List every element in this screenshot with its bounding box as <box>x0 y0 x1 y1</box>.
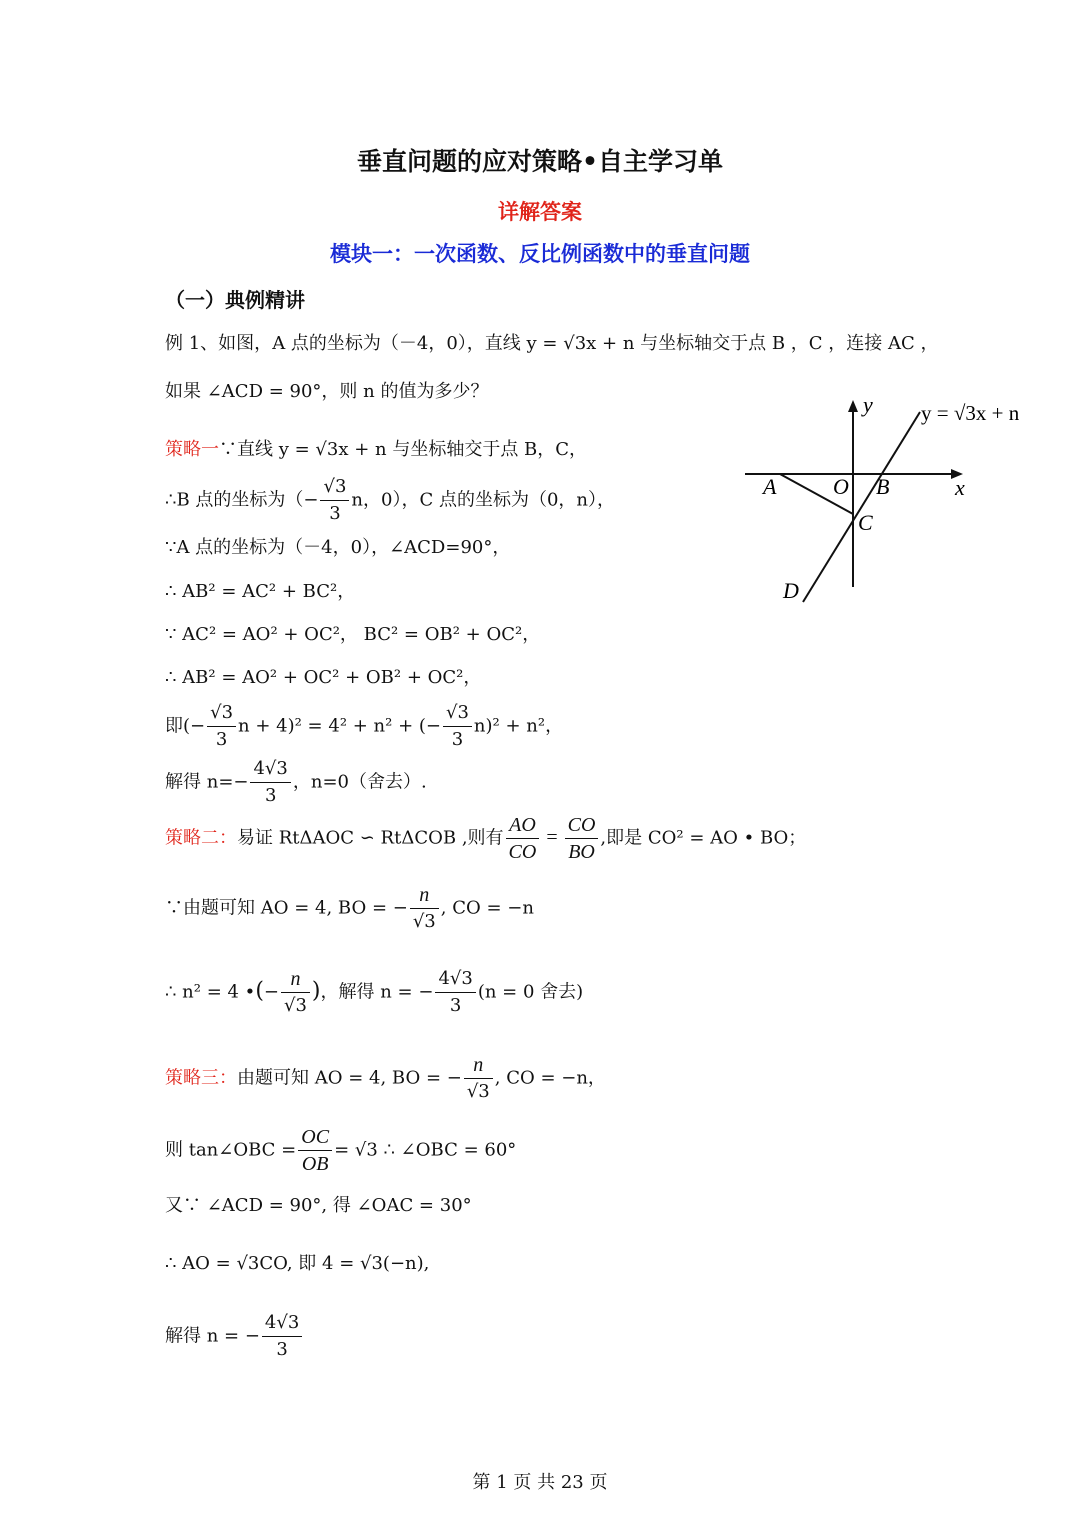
strategy3-label: 策略三： <box>165 1067 237 1089</box>
s1-l7b: n + 4)² = 4² + n² + (− <box>238 715 441 737</box>
fraction-co-over-bo: $\frac{CO}{BO}$ <box>565 812 599 865</box>
s3-l2b: = √3 ∴ ∠OBC = 60° <box>334 1139 517 1161</box>
strategy1-line-1 <box>165 438 587 462</box>
s2-l2b: , CO = −n <box>440 897 534 919</box>
fraction-4sqrt3-over-3: $\frac{4√3}{3}$ <box>262 1310 302 1363</box>
strategy1-label: 策略一 <box>165 439 219 460</box>
strategy1-line-8 <box>165 756 427 809</box>
s3-l2a: 则 tan∠OBC = <box>165 1139 297 1161</box>
strategy3-line-1 <box>165 1052 606 1105</box>
fraction-n-over-sqrt3: $\frac{n}{√3}$ <box>464 1052 493 1105</box>
example-line-1 <box>165 332 939 356</box>
s2-l3b: ，解得 n = − <box>320 981 434 1003</box>
strategy3-line-4: ∴ AO = √3CO, 即 4 = √3(−n), <box>165 1253 430 1274</box>
strategy1-line-5: ∵ AC² = AO² + OC²， BC² = OB² + OC²， <box>165 624 541 645</box>
strategy1-line-4: ∴ AB² = AC² + BC²， <box>165 581 356 602</box>
fraction-sqrt3-over-3: $\frac{√3}{3}$ <box>207 700 236 753</box>
s2-minus: − <box>263 981 279 1003</box>
line-bc <box>803 412 920 602</box>
s1-l8b: ，n=0（舍去）. <box>292 771 427 793</box>
s2-l2a: ∵由题可知 AO = 4, BO = − <box>165 897 408 919</box>
fraction-ao-over-co: $\frac{AO}{CO}$ <box>506 812 540 865</box>
x-axis-label: x <box>955 475 965 500</box>
s2-l1b: ,即是 CO² = AO • BO； <box>600 827 807 849</box>
module-heading: 模块一：一次函数、反比例函数中的垂直问题 <box>330 241 750 266</box>
strategy2-line-2 <box>165 882 534 935</box>
fraction-sqrt3-over-3: $\frac{√3}{3}$ <box>320 474 349 527</box>
strategy2-label: 策略二： <box>165 827 237 849</box>
strategy1-line-7 <box>165 700 563 753</box>
example-question-2: 如果 ∠ACD = 90°，则 n 的值为多少？ <box>165 381 489 402</box>
s1-l8a: 解得 n=− <box>165 771 249 793</box>
strategy3-line-5 <box>165 1310 304 1363</box>
fraction-n-over-sqrt3: $\frac{n}{√3}$ <box>281 966 310 1019</box>
point-o-label: O <box>833 474 849 499</box>
example-question-1: A 点的坐标为（－4，0），直线 y = √3x + n 与坐标轴交于点 B ，C ，连接 AC ， <box>272 333 939 354</box>
fraction-4sqrt3-over-3: $\frac{4√3}{3}$ <box>250 756 290 809</box>
strategy1-line-6: ∴ AB² = AO² + OC² + OB² + OC²， <box>165 667 482 688</box>
s1-l7c: n)² + n²， <box>473 715 564 737</box>
s2-l3c: (n = 0 舍去) <box>477 981 584 1003</box>
point-d-label: D <box>783 578 799 603</box>
strategy3-line-3: 又∵ ∠ACD = 90°, 得 ∠OAC = 30° <box>165 1195 472 1216</box>
fraction-sqrt3-over-3: $\frac{√3}{3}$ <box>443 700 472 753</box>
strategy2-line-3: ∴ n² = 4 •(− $\frac{n}{√3}$ )，解得 n = − $\frac{4√3}{3}$ (n = 0 舍去) <box>165 966 583 1019</box>
point-b-label: B <box>876 474 890 499</box>
fraction-oc-over-ob: $\frac{OC}{OB}$ <box>298 1124 332 1177</box>
strategy2-line-1: 策略二：易证 RtΔAOC ∽ RtΔCOB ,则有 $\frac{AO}{CO}$ = $\frac{CO}{BO}$ ,即是 CO² = AO • BO； <box>165 814 807 863</box>
s1-l7a: 即(− <box>165 715 206 737</box>
strategy1-text-1: ∵直线 y = √3x + n 与坐标轴交于点 B，C， <box>219 439 588 460</box>
y-axis-arrow <box>848 400 858 412</box>
s3-l1b: , CO = −n， <box>494 1067 606 1089</box>
y-axis-label: y <box>863 392 873 417</box>
strategy3-line-2 <box>165 1124 516 1177</box>
s1-l2b: n，0），C 点的坐标为（0，n）， <box>351 489 615 511</box>
page-footer: 第 1 页 共 23 页 <box>472 1472 608 1493</box>
section-heading: （一）典例精讲 <box>165 288 305 312</box>
strategy1-line-2 <box>165 474 615 527</box>
page-title: 垂直问题的应对策略•自主学习单 <box>357 147 723 176</box>
answer-subtitle: 详解答案 <box>498 199 582 224</box>
coordinate-figure <box>735 392 1055 612</box>
s2-l1a: 易证 RtΔAOC ∽ RtΔCOB ,则有 <box>237 827 504 849</box>
example-label: 例 1、如图， <box>165 333 273 354</box>
s2-l3a: ∴ n² = 4 • <box>165 981 256 1003</box>
s3-l1a: 由题可知 AO = 4, BO = − <box>237 1067 462 1089</box>
fraction-4sqrt3-over-3: $\frac{4√3}{3}$ <box>435 966 475 1019</box>
line-equation-label: y = √3x + n <box>921 401 1020 425</box>
point-c-label: C <box>858 510 873 535</box>
point-a-label: A <box>763 474 777 499</box>
fraction-n-over-sqrt3: $\frac{n}{√3}$ <box>410 882 439 935</box>
strategy1-line-3: ∵A 点的坐标为（－4，0），∠ACD=90°， <box>165 537 511 558</box>
s1-l2a: ∴B 点的坐标为（− <box>165 489 319 511</box>
s3-l5a: 解得 n = − <box>165 1325 260 1347</box>
